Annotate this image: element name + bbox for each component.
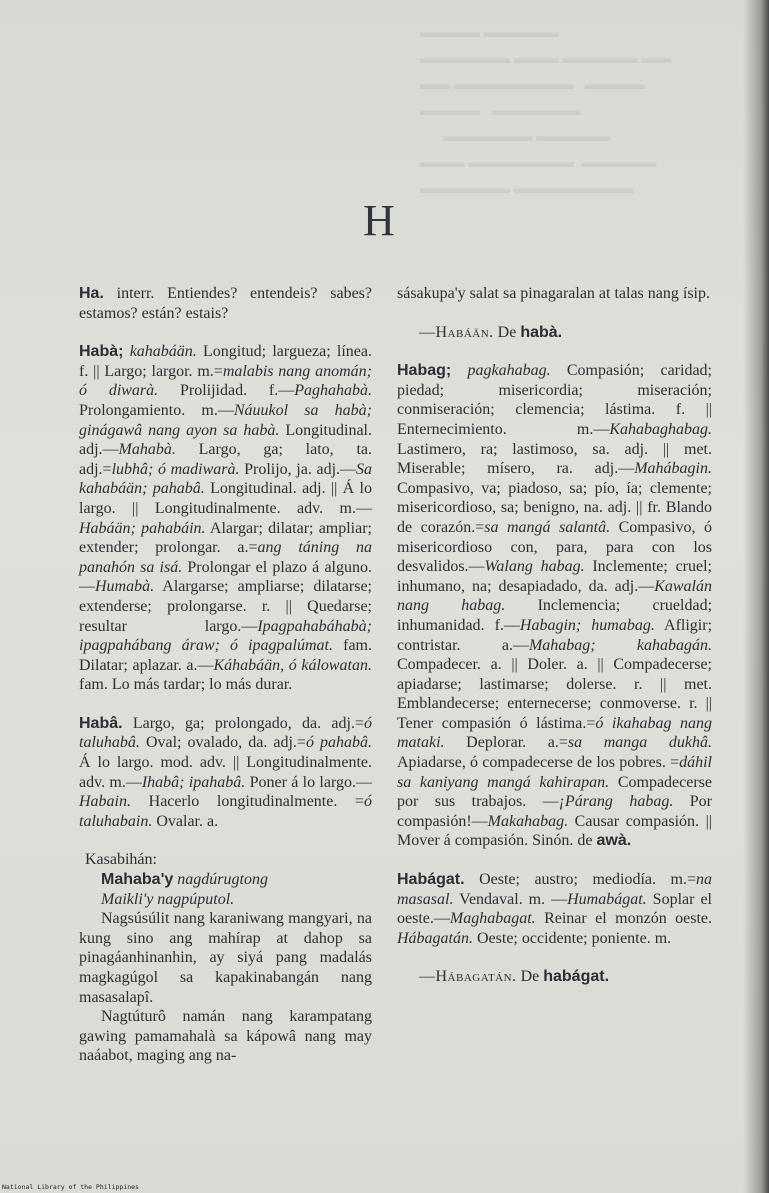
tagalog-term: na masasal. (397, 871, 712, 908)
entry-haba-circumflex (79, 714, 372, 832)
cross-reference-habaan (419, 323, 712, 343)
definition: interr. Entiendes? entendeis? sabes? estamos? están? estais? (79, 285, 372, 322)
text: Largo, ga; lato, ta. adj.= (79, 441, 372, 478)
proverb-line-2 (101, 890, 372, 910)
tagalog-term: Hábagatán. (397, 929, 473, 947)
entry-haba-grave (79, 342, 372, 695)
text: Largo, ga; prolongado, da. adj.= (122, 714, 364, 732)
text: fam. Dilatar; aplazar. a.— (79, 637, 372, 674)
text: Compadecerse por sus trabajos. — (397, 773, 713, 811)
proverb-text: nagdúrugtong (173, 871, 268, 889)
text: Vendaval. m. — (453, 890, 568, 908)
text: Prolijidad. f.— (158, 382, 295, 400)
left-column (79, 284, 372, 1066)
entry-habag (397, 361, 712, 851)
text: Oval; ovalado, da. adj.= (139, 734, 306, 752)
text: Apiadarse, ó compadecerse de los pobres. = (397, 754, 680, 772)
tagalog-term: ang táning na panahón sa isá. (79, 539, 373, 576)
tagalog-term: sa mangá salantâ. (484, 518, 611, 536)
text: Á lo largo. mod. adv. || Longitudinalmente. adv. m.— (79, 754, 372, 791)
tagalog-term: ó taluhabâ. (79, 714, 372, 752)
tagalog-term: pagkahabag. (467, 362, 551, 380)
text: Soplar el oeste.— (397, 890, 712, 928)
text: Poner á lo largo.— (245, 773, 372, 791)
tagalog-term: ¡Párang habag. (558, 793, 674, 811)
proverb-text: Maikli'y nagpúputol. (101, 890, 235, 908)
tagalog-term: Ipagpahabáhabà; ipagpahábang áraw; ó ipagpalúmat. (79, 617, 372, 655)
text: Alargarse; ampliarse; dilatarse; extenderse; prolongarse. r. || Quedarse; resultar largo.— (79, 578, 372, 635)
tagalog-term: Kawalán nang habag. (397, 577, 712, 615)
tagalog-term: ó taluhabain. (79, 793, 372, 830)
tagalog-term: Maghabagat. (449, 910, 536, 928)
tagalog-term: Walang habag. (484, 558, 585, 576)
tagalog-term: Sa kahabáän; pahabâ. (79, 460, 373, 498)
tagalog-term: lubhâ; ó madiwarà. (111, 460, 240, 478)
text: Compasión; caridad; piedad; misericordia; miseración; conmiseración; clemencia; lástima. f. || Enternecimiento. m.— (397, 362, 712, 438)
text: fam. Lo más tardar; lo más durar. (79, 676, 293, 694)
kasabihan-block (79, 850, 372, 1066)
xref-target: habágat. (543, 968, 610, 986)
headword: Habágat. (397, 871, 465, 889)
proverb-headword: Mahaba'y (101, 871, 174, 889)
tagalog-term: Habain. (79, 793, 131, 811)
synonym-ref: awà. (596, 832, 632, 850)
tagalog-term: Mahabag; kahabagán. (528, 636, 712, 654)
bleed-through-decoration: ▬▬▬▬ ▬▬▬▬▬ ▬▬▬▬▬▬ ▬▬▬ ▬▬▬▬▬ ▬▬ ▬▬ ▬▬▬▬▬▬▬▬ ▬▬▬▬ ▬▬▬▬ ▬▬▬▬▬▬ ▬▬▬▬▬▬ ▬▬▬▬▬ ▬▬▬ ▬▬▬▬▬▬▬ ▬▬▬▬▬ ▬▬▬▬▬▬ ▬▬▬▬▬▬▬▬ (420, 25, 672, 197)
text: Alargar; dilatar; ampliar; extender; prolongar. a.= (79, 519, 372, 557)
tagalog-term: Káhabáän, ó kálowatan. (213, 656, 372, 674)
text: Deplorar. a.= (444, 734, 568, 752)
headword: Habag; (397, 362, 452, 380)
right-column (397, 284, 712, 1006)
tagalog-term: Humabà. (95, 578, 155, 596)
text: Reinar el monzón oeste. (535, 910, 712, 928)
tagalog-term: Makahabag. (487, 812, 569, 830)
tagalog-term: Habáän; pahabáin. (79, 519, 206, 537)
tagalog-term: sa manga dukhâ. (567, 734, 712, 752)
text: Afligir; contristar. a.— (397, 616, 713, 654)
headword: Ha. (79, 285, 104, 302)
text: Prolijo, ja. adj.— (239, 460, 357, 478)
kasabihan-label: Kasabihán: (85, 851, 157, 869)
xref-target: habà. (520, 323, 563, 341)
text: De (493, 323, 521, 341)
tagalog-term: malabis nang anomán; ó diwarà. (79, 362, 372, 400)
headword: Habâ. (79, 714, 123, 732)
tagalog-term: Paghahabà. (294, 382, 372, 400)
text: Oeste; occidente; poniente. m. (473, 929, 672, 947)
tagalog-term: Mahábagin. (634, 460, 712, 478)
continued-text: sásakupa'y salat sa pinagaralan at talas nang ísip. (397, 285, 710, 302)
text: Compadecer. a. || Doler. a. || Compadecerse; apiadarse; lastimarse; dolerse. r. || met. Emblandecerse; enternecerse; conmoverse. r. || Tener compasión ó lástima.= (397, 656, 712, 732)
text: Inclemencia; crueldad; inhumanidad. f.— (397, 597, 713, 634)
tagalog-term: Kahabaghabag. (609, 420, 712, 438)
text: De (516, 968, 544, 986)
proverb-line-1 (101, 870, 372, 890)
tagalog-term: kahabáän. (129, 343, 197, 361)
proverb-explanation-1: Nagsúsúlit nang karaniwang mangyari, na kung sino ang mahírap at dahop sa pinagáanhinanhin, ay siyá pang madalás magkagúgol sa kapakinabangán nang masasalapî. (79, 910, 372, 1006)
xref-word: —Hábagatán. (419, 968, 517, 986)
tagalog-term: Habagin; humabag. (519, 616, 655, 634)
text: Por compasión!— (397, 793, 712, 830)
text: Causar compasión. || Mover á compasión. Sinón. de (397, 812, 712, 850)
xref-word: —Habáän. (419, 323, 494, 341)
tagalog-term: Ihabâ; ipahabâ. (141, 773, 246, 791)
text: Oeste; austro; mediodía. m.= (464, 871, 696, 889)
text: Hacerlo longitudinalmente. = (131, 793, 364, 811)
tagalog-term: Mahabà. (118, 441, 176, 459)
text: Longitud; largueza; línea. f. || Largo; largor. m.= (79, 343, 373, 380)
text: Longitudinal. adj.— (79, 421, 372, 459)
text: Longitudinal. adj. || Á lo largo. || Longitudinalmente. adv. m.— (79, 480, 373, 517)
entry-habagat (397, 870, 712, 948)
cross-reference-habagatan (419, 967, 712, 987)
tagalog-term: dáhil sa kaniyang mangá kahirapan. (397, 754, 712, 791)
library-watermark: National Library of the Philippines (2, 1183, 139, 1191)
tagalog-term: Humabágat. (567, 890, 647, 908)
section-letter: H (363, 196, 396, 245)
tagalog-term: ó pahabâ. (305, 734, 372, 752)
tagalog-term: ó ikahabag nang mataki. (397, 714, 713, 752)
text: Prolongamiento. m.— (79, 401, 234, 419)
tagalog-term: Náuukol sa habà; ginágawâ nang ayon sa habà. (79, 401, 372, 439)
text: Compasivo, va; piadoso, sa; pío, ía; clemente; misericordioso, sa; benigno, na. adj. || fr. Blando de corazón.= (397, 479, 712, 536)
text: Inclemente; cruel; inhumano, na; desapiadado, da. adj.— (397, 558, 712, 595)
entry-ha (79, 284, 372, 323)
text (451, 362, 467, 379)
headword: Habà; (79, 343, 124, 361)
text: Prolongar el plazo á alguno.— (79, 558, 372, 596)
proverb-explanation-2: Nagtúturô namán nang karampatang gawing pamamahalà sa kápowâ nang may naáabot, maging ang na- (79, 1008, 372, 1065)
text: Compasivo, ó misericordioso con, para, para con los desvalidos.— (397, 518, 712, 576)
text: Lastimero, ra; lastimoso, sa. adj. || met. Miserable; mísero, ra. adj.— (397, 440, 712, 478)
text: Ovalar. a. (152, 812, 219, 830)
page-edge-shadow (743, 0, 769, 1193)
